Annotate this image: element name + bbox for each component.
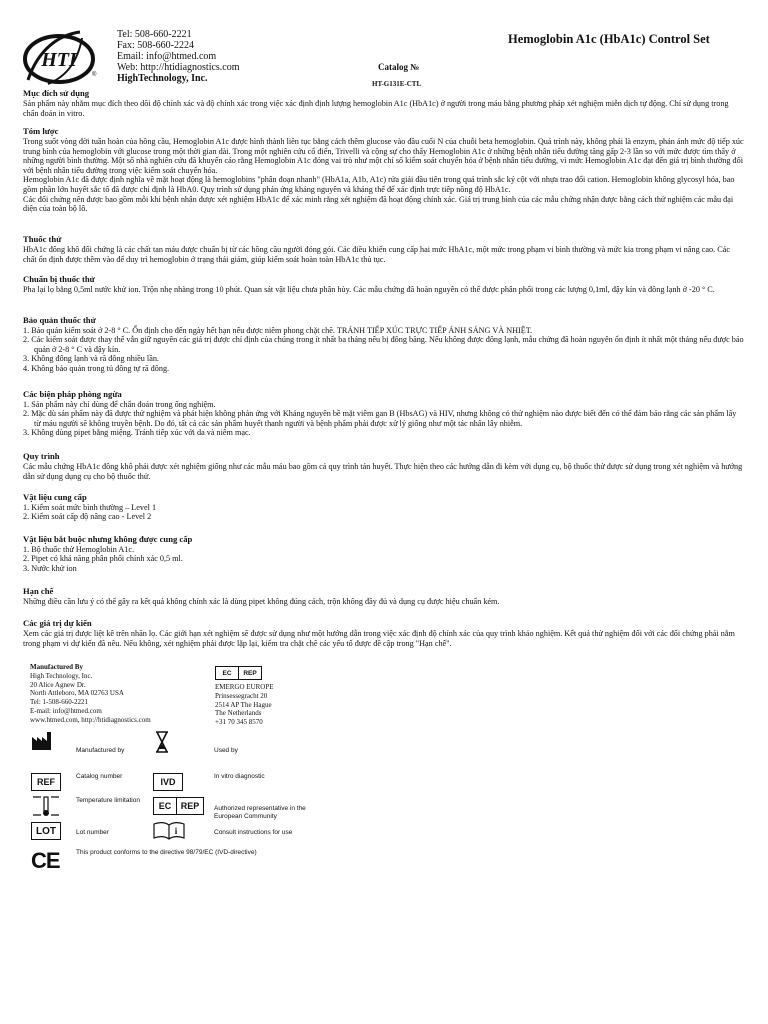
list-item: 2. Các kiểm soát được thay thế vẫn giữ nguyên các giá trị được chỉ định của chúng trong ít nhất ba tháng nếu bị đông băng. Nếu không được đông lạnh, mẫu chứng đã hoàn nguyên ổn định ít nhất một tháng nếu được bảo quản ở 2-8 ° C và đậy kín. bbox=[23, 335, 744, 354]
list-item: 1. Sản phẩm này chỉ dùng để chẩn đoán trong ống nghiệm. bbox=[23, 400, 216, 409]
manufacturer-line: North Attleboro, MA 02763 USA bbox=[30, 689, 124, 698]
conformity-label: This product conforms to the directive 98/79/EC (IVD-directive) bbox=[76, 849, 257, 856]
section-text: Pha lại lọ bằng 0,5ml nước khử ion. Trộn nhẹ nhàng trong 10 phút. Quan sát vật liệu chưa phân hủy. Các mẫu chứng đã hoàn nguyên có thể được phân phối trong các lượng 0,1ml, đậy kín và đông lạnh ở -20 ° C. bbox=[23, 285, 715, 294]
list-item: 1. Kiểm soát mức bình thường – Level 1 bbox=[23, 503, 157, 512]
ec-rep-line: Prinsessegracht 20 bbox=[215, 691, 268, 700]
svg-text:®: ® bbox=[92, 72, 97, 78]
contact-block bbox=[117, 29, 240, 84]
list-item: 3. Không dùng pipet bằng miệng. Tránh tiếp xúc với da và niêm mạc. bbox=[23, 428, 251, 438]
ec-rep-symbol bbox=[215, 666, 262, 680]
thermometer-icon bbox=[31, 795, 61, 822]
list-item: 4. Không bảo quản trong tủ đông tự rã đông. bbox=[23, 363, 170, 373]
in-vitro-label: In vitro diagnostic bbox=[214, 773, 265, 780]
section-heading: Thuốc thử bbox=[23, 234, 62, 244]
section-heading: Các biện pháp phòng ngừa bbox=[23, 389, 122, 399]
section-heading: Vật liệu cung cấp bbox=[23, 492, 87, 502]
manufacturer-line: www.htmed.com, http://htidiagnostics.com bbox=[30, 715, 151, 724]
section-summary bbox=[23, 126, 745, 214]
consult-instructions-label: Consult instructions for use bbox=[214, 829, 293, 836]
svg-text:i: i bbox=[174, 826, 178, 836]
factory-icon bbox=[31, 731, 53, 756]
used-by-label: Used by bbox=[214, 747, 238, 754]
manufacturer-heading: Manufactured By bbox=[30, 663, 83, 671]
section-text: Hemoglobin A1c đã được định nghĩa về mặt hoạt động là hemoglobins "phân đoạn nhanh" (HbA1a, A1b, A1c) rửa giải đầu tiên trong quá trình sắc ký cột với nhựa trao đổi cation. Hemoglobin không glycosyl hóa, bao gồm phần lớn huyết sắc tố đã được chỉ định là HbA0. Quy trình sử dụng phản ứng kháng nguyên và kháng thể để xác định trực tiếp nồng độ HbA1c. bbox=[23, 175, 735, 194]
section-intended-use bbox=[23, 88, 745, 118]
ec-rep-address bbox=[215, 683, 274, 727]
list-item: 1. Bảo quản kiểm soát ở 2-8 ° C. Ổn định cho đến ngày hết hạn nếu được niêm phong chặt chẽ. TRÁNH TIẾP XÚC TRỰC TIẾP ÁNH SÁNG VÀ NHIỆT. bbox=[23, 326, 533, 335]
section-heading: Chuẩn bị thuốc thử bbox=[23, 274, 95, 284]
email-text: Email: info@htmed.com bbox=[117, 51, 217, 62]
manufacturer-line: Tel: 1-508-660-2221 bbox=[30, 698, 89, 707]
book-icon bbox=[153, 822, 185, 845]
phone-text: Tel: 508-660-2221 bbox=[117, 29, 192, 40]
section-procedure bbox=[23, 451, 745, 481]
svg-text:HTI: HTI bbox=[41, 49, 77, 71]
ce-mark-icon: CE bbox=[31, 848, 60, 873]
ivd-symbol: IVD bbox=[153, 773, 183, 791]
section-reagents bbox=[23, 234, 745, 264]
list-item: 2. Pipet có khả năng phân phối chính xác 0,5 ml. bbox=[23, 554, 183, 564]
manufacturer-line: 20 Alice Agnew Dr. bbox=[30, 680, 86, 689]
ref-symbol: REF bbox=[31, 773, 61, 791]
temperature-limitation-label: Temperature limitation bbox=[76, 797, 140, 804]
list-item: 1. Bộ thuốc thử Hemoglobin A1c. bbox=[23, 545, 135, 554]
manufacturer-line: High Technology, Inc. bbox=[30, 671, 93, 680]
list-item: 3. Nước khử ion bbox=[23, 563, 77, 573]
ec-box: EC bbox=[215, 666, 239, 680]
product-title: Hemoglobin A1c (HbA1c) Control Set bbox=[508, 32, 710, 46]
section-text: Các mẫu chứng HbA1c đông khô phải được xét nghiệm giống như các mẫu máu bao gồm cả quy trình tán huyết. Thực hiện theo các hướng dẫn đi kèm với dụng cụ, bộ thuốc thử được sử dụng trong xét nghiệm và hướng dẫn sử dụng dụng cụ cho bộ thuốc thử. bbox=[23, 462, 743, 481]
section-heading: Quy trình bbox=[23, 451, 60, 461]
ec-rep-line: +31 70 345 8570 bbox=[215, 718, 263, 727]
company-name: HighTechnology, Inc. bbox=[117, 73, 208, 84]
authorized-rep-label: Authorized representative in the European Community bbox=[214, 805, 306, 820]
company-logo bbox=[18, 30, 100, 86]
list-item: 3. Không đông lạnh và rã đông nhiều lần. bbox=[23, 354, 159, 364]
hourglass-icon bbox=[155, 731, 169, 758]
catalog-label: Catalog № bbox=[378, 62, 420, 72]
ec-box: EC bbox=[153, 797, 177, 815]
manufactured-by-label: Manufactured by bbox=[76, 747, 125, 754]
section-heading: Các giá trị dự kiến bbox=[23, 618, 92, 628]
catalog-number-label: Catalog number bbox=[76, 773, 123, 780]
section-heading: Tóm lược bbox=[23, 126, 59, 136]
rep-box: REP bbox=[177, 797, 204, 815]
ec-rep-line: 2514 AP The Hague bbox=[215, 700, 272, 709]
section-heading: Bảo quản thuốc thử bbox=[23, 315, 96, 325]
section-text: Xem các giá trị được liệt kê trên nhãn lọ. Các giới hạn xét nghiệm sẽ được sử dụng như một hướng dẫn trong việc xác định độ chính xác của quy trình khảo nghiệm. Kết quả thử nghiệm đối với các đối chứng phải nằm trong phạm vi dự kiến đã nêu. Nếu không, xét nghiệm phải được lặp lại, kiểm tra chặt chẽ các yếu tố được đề cập trong "Hạn chế". bbox=[23, 629, 735, 648]
section-precautions bbox=[23, 389, 745, 438]
manufacturer-block bbox=[30, 663, 151, 725]
section-materials-provided bbox=[23, 492, 745, 522]
section-text: Sản phẩm này nhằm mục đích theo dõi độ chính xác và độ chính xác trong việc xác định định lượng hemoglobin A1c (HbA1c) ở người trong máu bằng phương pháp xét nghiệm miễn dịch tự động. Chỉ sử dụng trong chẩn đoán in vitro. bbox=[23, 99, 729, 118]
section-text: HbA1c đông khô đối chứng là các chất tan máu được chuẩn bị từ các hồng cầu người đóng gói. Các điều khiển cung cấp hai mức HbA1c, một mức trong phạm vi bình thường và mức kia trong phạm vi nâng cao. Các chất ổn định được thêm vào để duy trì hemoglobin ở trạng thái giảm, giúp kiểm soát hoàn toàn HbA1c thủ tục. bbox=[23, 245, 730, 264]
lot-number-label: Lot number bbox=[76, 829, 109, 836]
ec-rep-legend-symbol bbox=[153, 797, 204, 815]
ec-rep-line: EMERGO EUROPE bbox=[215, 683, 274, 691]
section-heading: Mục đích sử dụng bbox=[23, 88, 90, 98]
section-text: Trong suốt vòng đời tuần hoàn của hồng cầu, Hemoglobin A1c được hình thành liên tục bằng cách thêm glucose vào đầu cuối N của chuỗi beta hemoglobin. Quá trình này, không phải là enzym, phản ánh mức độ tiếp xúc trung bình của hemoglobin với glucose trong một thời gian dài. Trong một nghiên cứu cổ điển, Trivelli và cộng sự cho thấy Hemoglobin A1c ở những bệnh nhân tiểu đường tăng gấp 2-3 lần so với mức được tìm thấy ở những người bình thường. Một số nhà nghiên cứu đã khuyến cáo rằng Hemoglobin A1c đóng vai trò như một chỉ số kiểm soát chuyển hóa ở bệnh nhân tiểu đường, vì mức Hemoglobin A1c đạt đến giá trị bình thường đối với bệnh nhân tiểu đường trong việc kiểm soát chuyển hóa. bbox=[23, 137, 744, 175]
list-item: 2. Kiểm soát cấp độ nâng cao - Level 2 bbox=[23, 512, 152, 522]
lot-symbol: LOT bbox=[31, 822, 61, 840]
manufacturer-line: E-mail: info@htmed.com bbox=[30, 706, 102, 715]
hti-logo-icon bbox=[18, 30, 100, 86]
web-text: Web: http://htidiagnostics.com bbox=[117, 62, 240, 73]
section-heading: Vật liệu bắt buộc nhưng không được cung cấp bbox=[23, 534, 193, 544]
section-preparation bbox=[23, 274, 745, 295]
section-heading: Hạn chế bbox=[23, 586, 54, 596]
ec-rep-line: The Netherlands bbox=[215, 709, 262, 718]
section-text: Các đối chứng nên được bao gồm mỗi khi bệnh nhân được xét nghiệm HbA1c để xác minh rằng xét nghiệm đã hoạt động chính xác. Giá trị trung bình của các mẫu chứng nhận được bằng cách thử nghiệm các mẫu đại diện của toàn bộ lô. bbox=[23, 194, 734, 214]
section-expected-values bbox=[23, 618, 745, 648]
list-item: 2. Mặc dù sản phẩm này đã được thử nghiệm và phát hiện không phản ứng với Kháng nguyên bề mặt viêm gan B (HbsAG) và HIV, nhưng không có thử nghiệm nào được biết đến có thể đảm bảo rằng các sản phẩm lấy từ máu người sẽ không truyền bệnh. Do đó, tất cả các sản phẩm huyết thanh người và bệnh phẩm phải được xử lý giống như một tác nhân lây nhiễm. bbox=[23, 409, 737, 428]
section-materials-required bbox=[23, 534, 745, 573]
catalog-number: HT-G131E-CTL bbox=[372, 80, 422, 88]
section-storage bbox=[23, 315, 745, 373]
rep-box: REP bbox=[239, 666, 262, 680]
fax-text: Fax: 508-660-2224 bbox=[117, 40, 194, 51]
section-limitations bbox=[23, 586, 745, 607]
section-text: Những điều cần lưu ý có thể gây ra kết quả không chính xác là dùng pipet không đúng cách, trộn không đầy đủ và dụng cụ được hiệu chuẩn kém. bbox=[23, 597, 500, 606]
